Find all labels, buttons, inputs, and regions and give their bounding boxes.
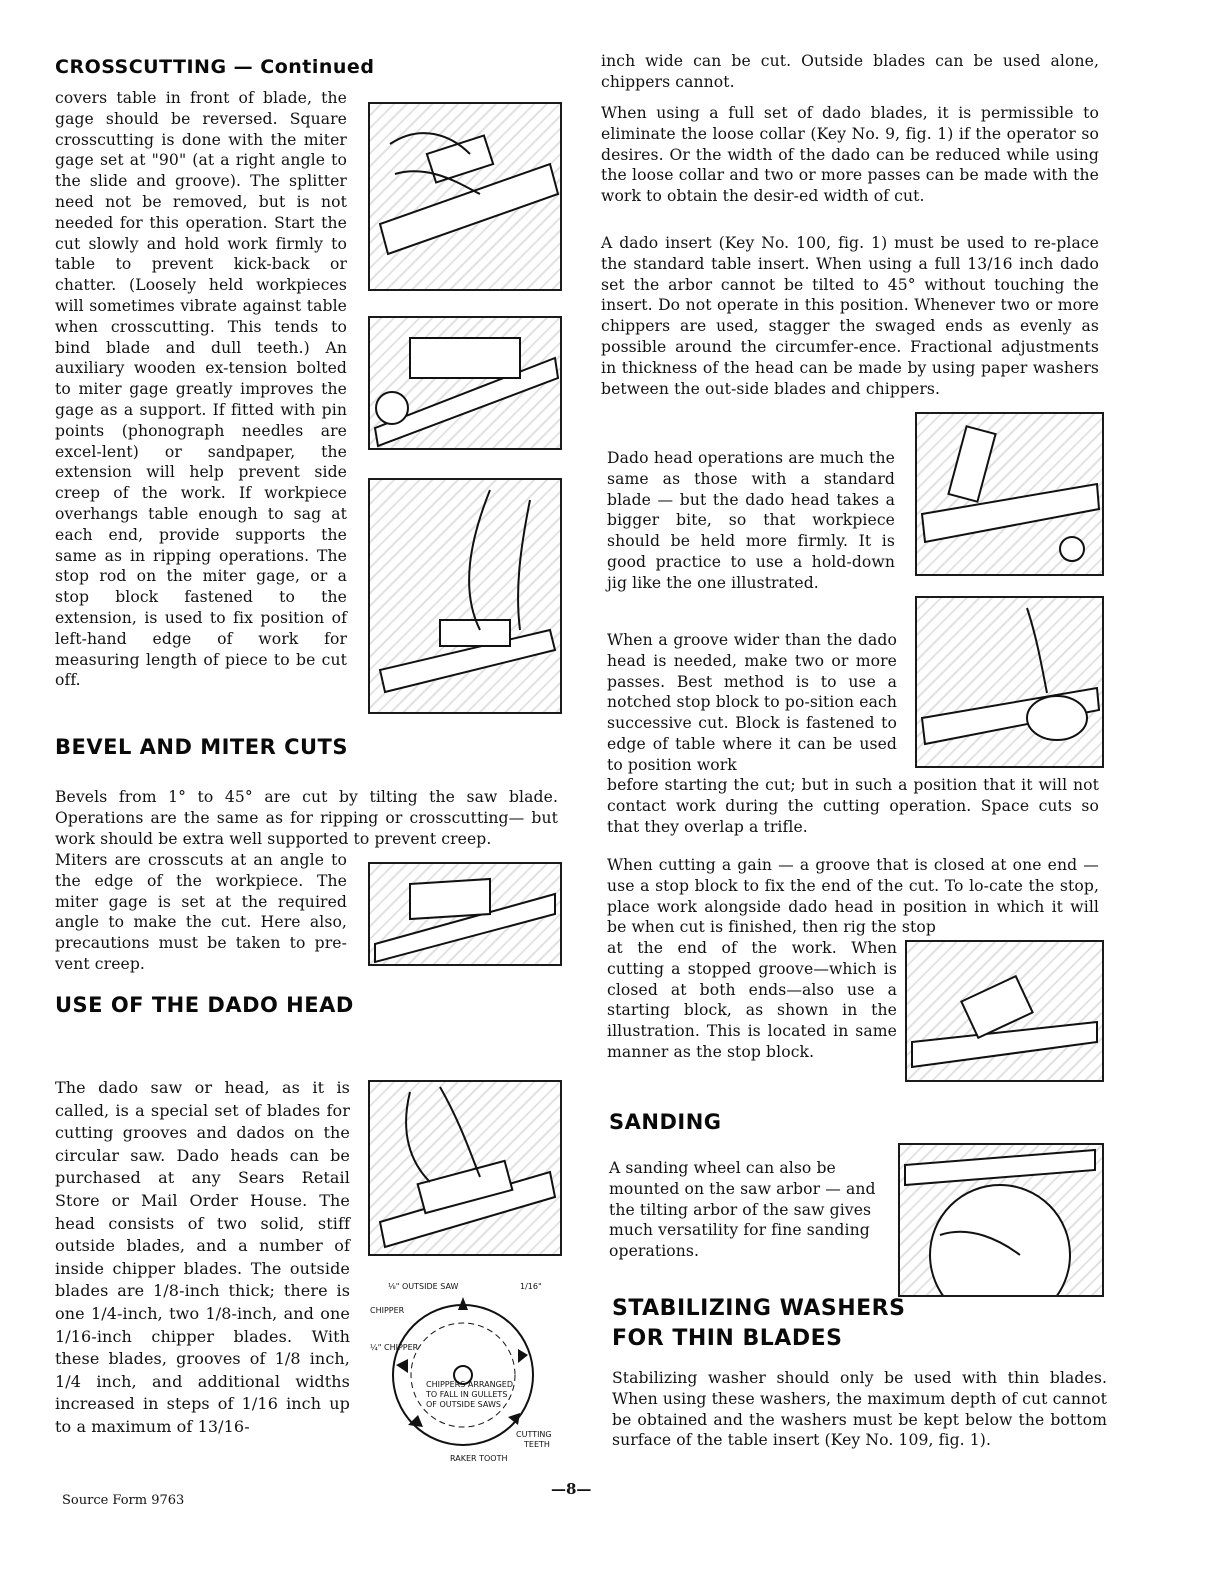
heading-sanding: SANDING: [609, 1110, 722, 1134]
figure-stopped-groove: [905, 940, 1104, 1082]
label-outside-saw: ⅛" OUTSIDE SAW: [388, 1282, 459, 1291]
paragraph-stabilizing: Stabilizing washer should only be used with thin blades. When using these washers, the maximum depth of cut cannot be obtained and the washers must be kept below the bottom surface of the table insert (Key No. 109, fig. 1).: [612, 1369, 1107, 1450]
paragraph-dado-continued: inch wide can be cut. Outside blades can be used alone, chippers cannot.: [601, 52, 1099, 91]
paragraph-stopped-groove: at the end of the work. When cutting a stopped groove—which is closed at both ends—also use a starting block, as shown in the illustration. This is located in same manner as the stop block.: [607, 939, 897, 1061]
paragraph-wide-groove: When a groove wider than the dado head is needed, make two or more passes. Best method is to use a notched stop block to po-sition each successive cut. Block is fastened to edge of table where it can be used to position work: [607, 631, 897, 774]
dado-blade-diagram: [368, 1275, 558, 1465]
paragraph-gain: When cutting a gain — a groove that is closed at one end — use a stop block to fix the end of the cut. To lo-cate the stop, place work alongside dado head in position in which it will be when cut is finished, then rig the stop: [607, 856, 1099, 937]
figure-sanding-wheel: [898, 1143, 1104, 1297]
paragraph-wide-groove-cont: before starting the cut; but in such a position that it will not contact work during the cutting operation. Space cuts so that they overlap a trifle.: [607, 776, 1099, 836]
label-cutting: CUTTING: [516, 1430, 552, 1439]
figure-stop-block: [368, 478, 562, 714]
paragraph-miter: Miters are crosscuts at an angle to the edge of the workpiece. The miter gage is set at the required angle to make the cut. Here also, precautions must be taken to pre-vent creep.: [55, 851, 347, 973]
figure-square-crosscut: [368, 102, 562, 291]
figure-miter-gage-extension: [368, 316, 562, 450]
paragraph-full-set: When using a full set of dado blades, it is permissible to eliminate the loose collar (Key No. 9, fig. 1) if the operator so desires. Or the width of the dado can be reduced while using the loose collar and two or more passes can be made with the work to obtain the desir-ed width of cut.: [601, 104, 1099, 206]
heading-stabilizing-2: FOR THIN BLADES: [612, 1326, 843, 1351]
paragraph-dado: The dado saw or head, as it is called, is a special set of blades for cutting grooves and dados on the circular saw. Dado heads can be purchased at any Sears Retail Store or Mail Order House. The head consists of two solid, stiff outside blades, and a number of inside chipper blades. The outside blades are 1/8-inch thick; there is one 1/4-inch, two 1/8-inch, and one 1/16-inch chipper blades. With these blades, grooves of 1/8 inch, 1/4 inch, and additional widths increased in steps of 1/16 inch up to a maximum of 13/16-: [55, 1078, 350, 1436]
label-arranged-3: OF OUTSIDE SAWS: [426, 1400, 501, 1409]
paragraph-hold-down: Dado head operations are much the same as those with a standard blade — but the dado head takes a bigger bite, so that workpiece should be held more firmly. It is good practice to use a hold-down jig like the one illustrated.: [607, 449, 895, 592]
figure-notched-stop-block: [915, 596, 1104, 768]
figure-dado-cut: [368, 1080, 562, 1256]
paragraph-bevel: Bevels from 1° to 45° are cut by tilting the saw blade. Operations are the same as for ripping or crosscutting— but work should be extra well supported to prevent creep.: [55, 788, 558, 848]
figure-miter-cut: [368, 862, 562, 966]
figure-hold-down-jig: [915, 412, 1104, 576]
label-chipper-left: CHIPPER: [370, 1306, 405, 1315]
label-arranged-1: CHIPPERS ARRANGED: [426, 1380, 513, 1389]
label-quarter-chipper: ¼" CHIPPER: [370, 1343, 419, 1352]
paragraph-dado-insert: A dado insert (Key No. 100, fig. 1) must be used to re-place the standard table insert. When using a full 13/16 inch dado set the arbor cannot be tilted to 45° without touching the insert. Do not operate in this position. Whenever two or more chippers are used, stagger the swaged ends as evenly as possible around the circumfer-ence. Fractional adjustments in thickness of the head can be made by using paper washers between the out-side blades and chippers.: [601, 234, 1099, 398]
paragraph-sanding: A sanding wheel can also be mounted on the saw arbor — and the tilting arbor of the saw gives much versatility for fine sanding operations.: [609, 1159, 876, 1261]
heading-crosscutting: CROSSCUTTING — Continued: [55, 56, 375, 78]
label-raker: RAKER TOOTH: [450, 1454, 508, 1463]
label-sixteenth: 1/16": [520, 1282, 542, 1291]
label-arranged-2: TO FALL IN GULLETS: [426, 1390, 508, 1399]
heading-dado-head: USE OF THE DADO HEAD: [55, 993, 354, 1017]
page-number: —8—: [551, 1480, 592, 1498]
label-teeth: TEETH: [524, 1440, 550, 1449]
heading-bevel-miter: BEVEL AND MITER CUTS: [55, 735, 348, 759]
footer-source: Source Form 9763: [62, 1493, 185, 1508]
paragraph-crosscutting: covers table in front of blade, the gage should be reversed. Square crosscutting is done with the miter gage set at "90" (at a right angle to the slide and groove). The splitter need not be removed, but is not needed for this operation. Start the cut slowly and hold work firmly to table to prevent kick-back or chatter. (Loosely held workpieces will sometimes vibrate against table when crosscutting. This tends to bind blade and dull teeth.) An auxiliary wooden ex-tension bolted to miter gage greatly improves the gage as a support. If fitted with pin points (phonograph needles are excel-lent) or sandpaper, the extension will help prevent side creep of the work. If workpiece overhangs table enough to sag at each end, provide supports the same as in ripping operations. The stop rod on the miter gage, or a stop block fastened to the extension, is used to fix position of left-hand edge of work for measuring length of piece to be cut off.: [55, 89, 347, 690]
heading-stabilizing-1: STABILIZING WASHERS: [612, 1296, 906, 1321]
